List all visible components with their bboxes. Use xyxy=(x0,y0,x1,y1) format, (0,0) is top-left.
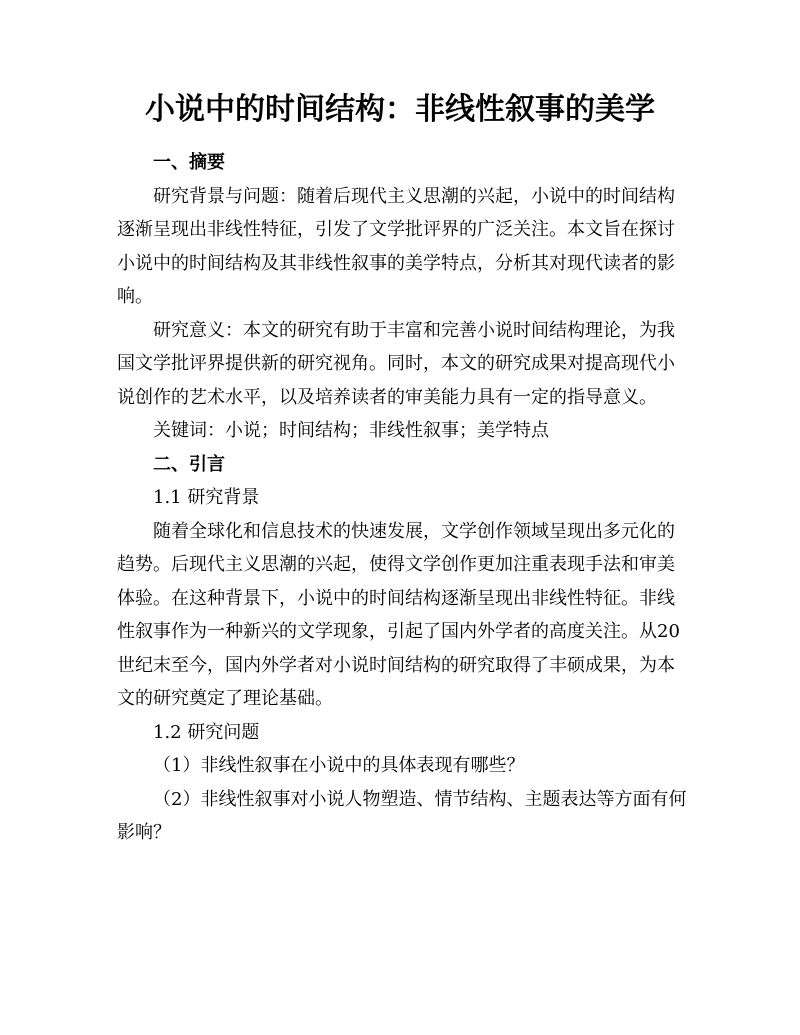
keywords-line: 关键词：小说；时间结构；非线性叙事；美学特点 xyxy=(153,420,549,441)
document-body xyxy=(117,146,689,850)
section-1-2-heading: 1.2 研究问题 xyxy=(153,721,260,743)
section-1-1-paragraph: 随着全球化和信息技术的快速发展，文学创作领域呈现出多元化的趋势。后现代主义思潮的兴起，使得文学创作更加注重表现手法和审美体验。在这种背景下，小说中的时间结构逐渐呈现出非线性特征。非线性叙事作为一种新兴的文学现象，引起了国内外学者的高度关注。从20世纪末至今，国内外学者对小说时间结构的研究取得了丰硕成果，为本文的研究奠定了理论基础。 xyxy=(117,520,680,709)
abstract-heading: 一、摘要 xyxy=(153,152,225,173)
abstract-significance-paragraph: 研究意义：本文的研究有助于丰富和完善小说时间结构理论，为我国文学批评界提供新的研究视角。同时，本文的研究成果对提高现代小说创作的艺术水平，以及培养读者的审美能力具有一定的指导意义。 xyxy=(117,319,675,408)
document-title: 小说中的时间结构：非线性叙事的美学 xyxy=(145,92,655,127)
research-question-1: （1）非线性叙事在小说中的具体表现有哪些？ xyxy=(153,755,525,776)
abstract-background-paragraph: 研究背景与问题：随着后现代主义思潮的兴起，小说中的时间结构逐渐呈现出非线性特征，引发了文学批评界的广泛关注。本文旨在探讨小说中的时间结构及其非线性叙事的美学特点，分析其对现代读者的影响。 xyxy=(117,185,675,307)
intro-heading: 二、引言 xyxy=(153,453,225,475)
section-1-1-heading: 1.1 研究背景 xyxy=(153,487,260,508)
research-question-2: （2）非线性叙事对小说人物塑造、情节结构、主题表达等方面有何影响？ xyxy=(117,788,687,843)
